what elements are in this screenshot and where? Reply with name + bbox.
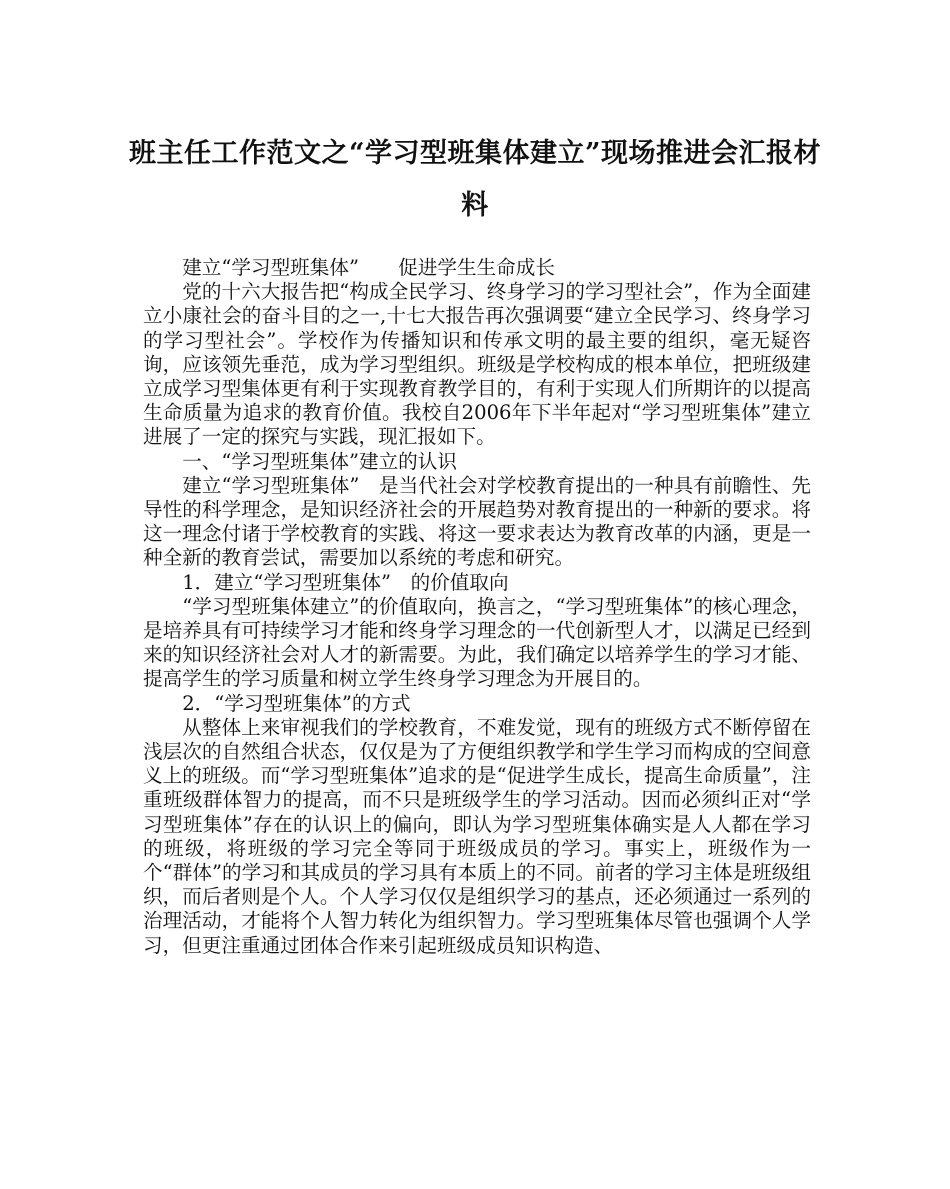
document-body [143,256,811,958]
section-1-paragraph: 建立“学习型班集体” 是当代社会对学校教育提出的一种具有前瞻性、先导性的科学理念，是知识经济社会的开展趋势对教育提出的一种新的要求。将这一理念付诸于学校教育的实践、将这一要求表达为教育改革的内涵，更是一种全新的教育尝试，需要加以系统的考虑和研究。 [143,473,811,570]
intro-paragraph: 党的十六大报告把“构成全民学习、终身学习的学习型社会”，作为全面建立小康社会的奋斗目的之一,十七大报告再次强调要“建立全民学习、终身学习的学习型社会”。学校作为传播知识和传承文明的最主要的组织，毫无疑咨询，应该领先垂范，成为学习型组织。班级是学校构成的根本单位，把班级建立成学习型集体更有利于实现教育教学目的，有利于实现人们所期许的以提高生命质量为追求的教育价值。我校自2006年下半年起对“学习型班集体”建立进展了一定的探究与实践，现汇报如下。 [143,280,811,449]
section-heading-1: 一、“学习型班集体”建立的认识 [182,449,457,473]
document-title: 班主任工作范文之“学习型班集体建立”现场推进会汇报材料 [128,138,822,221]
subsection-1-paragraph: “学习型班集体建立”的价值取向，换言之，“学习型班集体”的核心理念，是培养具有可持续学习才能和终身学习理念的一代创新型人才，以满足已经到来的知识经济社会对人才的新需要。为此，我们确定以培养学生的学习才能、提高学生的学习质量和树立学生终身学习理念为开展目的。 [143,594,811,691]
subtitle-paragraph: 建立“学习型班集体” 促进学生生命成长 [182,256,555,279]
subsection-heading-1: 1．建立“学习型班集体” 的价值取向 [182,570,509,594]
subsection-heading-2: 2．“学习型班集体”的方式 [182,691,411,715]
subsection-2-paragraph: 从整体上来审视我们的学校教育，不难发觉，现有的班级方式不断停留在浅层次的自然组合状态，仅仅是为了方便组织教学和学生学习而构成的空间意义上的班级。而“学习型班集体”追求的是“促进学生成长，提高生命质量”，注重班级群体智力的提高，而不只是班级学生的学习活动。因而必须纠正对“学习型班集体”存在的认识上的偏向，即认为学习型班集体确实是人人都在学习的班级，将班级的学习完全等同于班级成员的学习。事实上，班级作为一个“群体”的学习和其成员的学习具有本质上的不同。前者的学习主体是班级组织，而后者则是个人。个人学习仅仅是组织学习的基点，还必须通过一系列的治理活动，才能将个人智力转化为组织智力。学习型班集体尽管也强调个人学习，但更注重通过团体合作来引起班级成员知识构造、 [143,715,811,957]
